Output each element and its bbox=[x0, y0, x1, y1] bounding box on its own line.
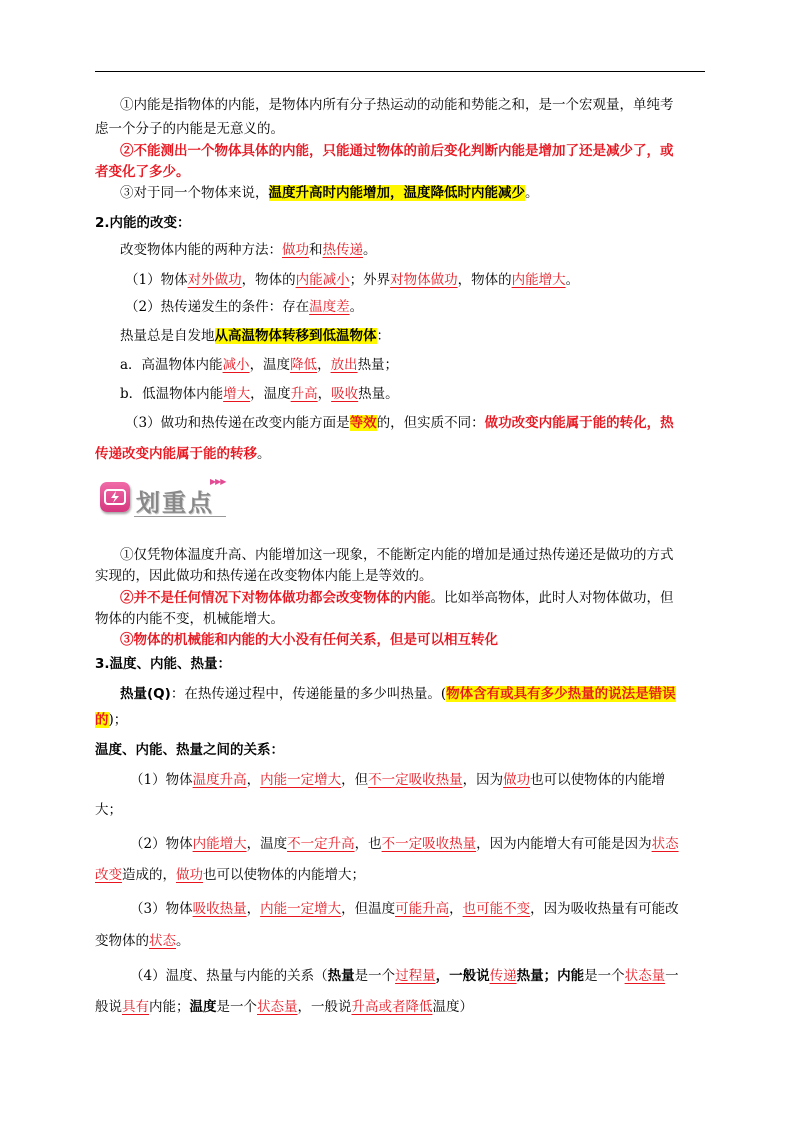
fill-answer: 状态量 bbox=[624, 968, 666, 984]
text: ：在热传递过程中，传递能量的多少叫热量。( bbox=[170, 686, 447, 702]
text: （1）物体 bbox=[130, 772, 193, 788]
text-line bbox=[125, 270, 737, 290]
text: 热量； bbox=[516, 968, 558, 984]
text: ， bbox=[317, 386, 332, 402]
text: 。 bbox=[565, 272, 580, 288]
red-note: ②并不是任何情况下对物体做功都会改变物体的内能 bbox=[120, 590, 431, 606]
red-note: 做功改变内能属于能的转化，热 bbox=[484, 415, 674, 431]
text: （4）温度、热量与内能的关系（ bbox=[130, 968, 328, 984]
fill-answer: 吸收 bbox=[331, 386, 359, 402]
arrows-icon: ▶▶▶ bbox=[210, 477, 226, 486]
text-line: 物体的内能不变，机械能增大。 bbox=[95, 611, 284, 627]
text-line bbox=[120, 183, 732, 203]
text: 的，但实质不同： bbox=[376, 415, 485, 431]
fill-answer: 温度差 bbox=[309, 299, 350, 315]
text: 热量。 bbox=[358, 386, 399, 402]
text: 是一个 bbox=[216, 999, 257, 1015]
highlight-text: 物体含有或具有多少热量的说法是错误 bbox=[446, 686, 676, 702]
header-rule bbox=[95, 71, 705, 72]
text-line bbox=[130, 966, 742, 986]
fill-answer: 放出 bbox=[330, 357, 358, 373]
text-line bbox=[95, 444, 707, 464]
fill-answer: 状态 bbox=[149, 933, 176, 949]
text-line bbox=[130, 899, 742, 919]
text: ，一般说 bbox=[435, 968, 490, 984]
text-line: 实现的，因此做功和热传递在改变物体内能上是等效的。 bbox=[95, 568, 433, 584]
text: ， bbox=[246, 901, 261, 917]
text-line bbox=[95, 865, 707, 885]
text: ，温度 bbox=[249, 357, 291, 373]
text-line bbox=[120, 684, 732, 704]
text-line bbox=[95, 931, 707, 951]
text-line bbox=[125, 413, 737, 433]
section-heading: 2.内能的改变： bbox=[95, 215, 191, 231]
text: ，也 bbox=[354, 836, 382, 852]
fill-answer: 内能减小 bbox=[295, 272, 350, 288]
text: 。 bbox=[349, 299, 364, 315]
text-line: ①内能是指物体的内能，是物体内所有分子热运动的动能和势能之和，是一个宏观量，单纯考 bbox=[120, 97, 674, 113]
text: ③对于同一个物体来说， bbox=[120, 185, 269, 201]
highlight-text: 等效 bbox=[349, 415, 377, 431]
text: （1）物体 bbox=[125, 272, 188, 288]
text-line bbox=[120, 588, 732, 608]
text: 。 bbox=[363, 242, 377, 258]
text: 变物体的 bbox=[95, 933, 149, 949]
fill-answer: 温度升高 bbox=[192, 772, 247, 788]
text: 也可以使物体的内能增大； bbox=[203, 867, 365, 883]
highlight-text: 从高温物体转移到低温物体 bbox=[214, 328, 377, 344]
text-line: 虑一个分子的内能是无意义的。 bbox=[95, 121, 284, 137]
text: 温度） bbox=[432, 999, 473, 1015]
lightning-icon bbox=[100, 482, 130, 512]
text: 。比如举高物体，此时人对物体做功，但 bbox=[430, 590, 674, 606]
fill-answer: 做功 bbox=[282, 242, 309, 258]
term: 内能 bbox=[557, 968, 585, 984]
fill-answer: 升高或者降低 bbox=[351, 999, 433, 1015]
fill-answer: 改变 bbox=[95, 867, 122, 883]
text: ，物体的 bbox=[241, 272, 296, 288]
logo-text: 划重点 bbox=[136, 489, 214, 517]
text-line bbox=[120, 326, 732, 346]
red-note-line: 者变化了多少。 bbox=[95, 164, 190, 180]
text: ，一般说 bbox=[297, 999, 352, 1015]
text: 。 bbox=[176, 933, 190, 949]
text: )； bbox=[108, 712, 128, 728]
text: 。 bbox=[257, 446, 271, 462]
fill-answer: 增大 bbox=[223, 386, 251, 402]
logo-underline bbox=[134, 516, 226, 517]
text-line bbox=[120, 240, 732, 260]
text-line bbox=[95, 997, 707, 1017]
text: 造成的， bbox=[122, 867, 176, 883]
text: 是一个 bbox=[354, 968, 396, 984]
fill-answer: 可能升高 bbox=[395, 901, 450, 917]
text: ，因为内能增大有可能是因为 bbox=[476, 836, 652, 852]
text: （3）做功和热传递在改变内能方面是 bbox=[125, 415, 350, 431]
fill-answer: 内能增大 bbox=[511, 272, 566, 288]
fill-answer: 做功 bbox=[503, 772, 531, 788]
red-note: 传递改变内能属于能的转移 bbox=[95, 446, 257, 462]
text: （3）物体 bbox=[130, 901, 193, 917]
text: ： bbox=[376, 328, 390, 344]
fill-answer: 状态 bbox=[651, 836, 679, 852]
key-points-logo bbox=[100, 477, 224, 521]
text: 是一个 bbox=[584, 968, 625, 984]
text-line bbox=[125, 297, 737, 317]
term: 热量(Q) bbox=[120, 686, 171, 702]
text-line: 大； bbox=[95, 802, 122, 818]
text: a．高温物体内能 bbox=[120, 357, 223, 373]
text: 般说 bbox=[95, 999, 122, 1015]
text: 热量； bbox=[357, 357, 399, 373]
text-line: ①仅凭物体温度升高、内能增加这一现象，不能断定内能的增加是通过热传递还是做功的方式 bbox=[120, 547, 674, 563]
fill-answer: 具有 bbox=[122, 999, 149, 1015]
fill-answer: 做功 bbox=[176, 867, 203, 883]
term: 温度 bbox=[189, 999, 217, 1015]
text: ， bbox=[246, 772, 261, 788]
text: ， bbox=[317, 357, 331, 373]
fill-answer: 热传递 bbox=[322, 242, 363, 258]
fill-answer: 不一定吸收热量 bbox=[381, 836, 477, 852]
text: 一 bbox=[665, 968, 679, 984]
fill-answer: 升高 bbox=[290, 386, 318, 402]
text: ， bbox=[449, 901, 463, 917]
fill-answer: 过程量 bbox=[395, 968, 436, 984]
text: 内能； bbox=[149, 999, 190, 1015]
term: 热量 bbox=[327, 968, 355, 984]
text: 热量总是自发地 bbox=[120, 328, 215, 344]
text: ；外界 bbox=[349, 272, 391, 288]
fill-answer: 降低 bbox=[290, 357, 318, 373]
fill-answer: 状态量 bbox=[257, 999, 298, 1015]
text: 也可以使物体的内能增 bbox=[530, 772, 666, 788]
text-line bbox=[120, 355, 732, 375]
fill-answer: 对外做功 bbox=[187, 272, 242, 288]
highlight-text: 温度升高时内能增加，温度降低时内能减少 bbox=[268, 185, 525, 201]
fill-answer: 对物体做功 bbox=[390, 272, 458, 288]
text: ，温度 bbox=[250, 386, 291, 402]
highlight-text: 的 bbox=[95, 712, 109, 728]
fill-answer: 不一定升高 bbox=[287, 836, 355, 852]
text-line bbox=[130, 770, 742, 790]
red-note-line: ②不能测出一个物体具体的内能，只能通过物体的前后变化判断内能是增加了还是减少了，或 bbox=[120, 143, 674, 159]
fill-answer: 不一定吸收热量 bbox=[368, 772, 463, 788]
fill-answer: 也可能不变 bbox=[462, 901, 531, 917]
text: （2）热传递发生的条件：存在 bbox=[125, 299, 310, 315]
text-line bbox=[95, 710, 707, 730]
fill-answer: 传递 bbox=[489, 968, 517, 984]
red-note-line: ③物体的机械能和内能的大小没有任何关系，但是可以相互转化 bbox=[120, 632, 498, 648]
section-heading: 3.温度、内能、热量： bbox=[95, 656, 232, 672]
text: 。 bbox=[525, 185, 539, 201]
text: ，但 bbox=[341, 772, 369, 788]
subheading: 温度、内能、热量之间的关系： bbox=[95, 742, 284, 758]
text: ，物体的 bbox=[457, 272, 512, 288]
fill-answer: 减小 bbox=[222, 357, 250, 373]
fill-answer: 内能一定增大 bbox=[260, 772, 342, 788]
text: ，因为 bbox=[462, 772, 504, 788]
fill-answer: 内能一定增大 bbox=[260, 901, 342, 917]
fill-answer: 吸收热量 bbox=[192, 901, 247, 917]
text: ，温度 bbox=[246, 836, 288, 852]
text: b．低温物体内能 bbox=[120, 386, 224, 402]
text: ，但温度 bbox=[341, 901, 396, 917]
text-line bbox=[120, 384, 732, 404]
text: 和 bbox=[309, 242, 323, 258]
text-line bbox=[130, 834, 742, 854]
text: 改变物体内能的两种方法： bbox=[120, 242, 282, 258]
fill-answer: 内能增大 bbox=[192, 836, 247, 852]
text: ，因为吸收热量有可能改 bbox=[530, 901, 679, 917]
text: （2）物体 bbox=[130, 836, 193, 852]
